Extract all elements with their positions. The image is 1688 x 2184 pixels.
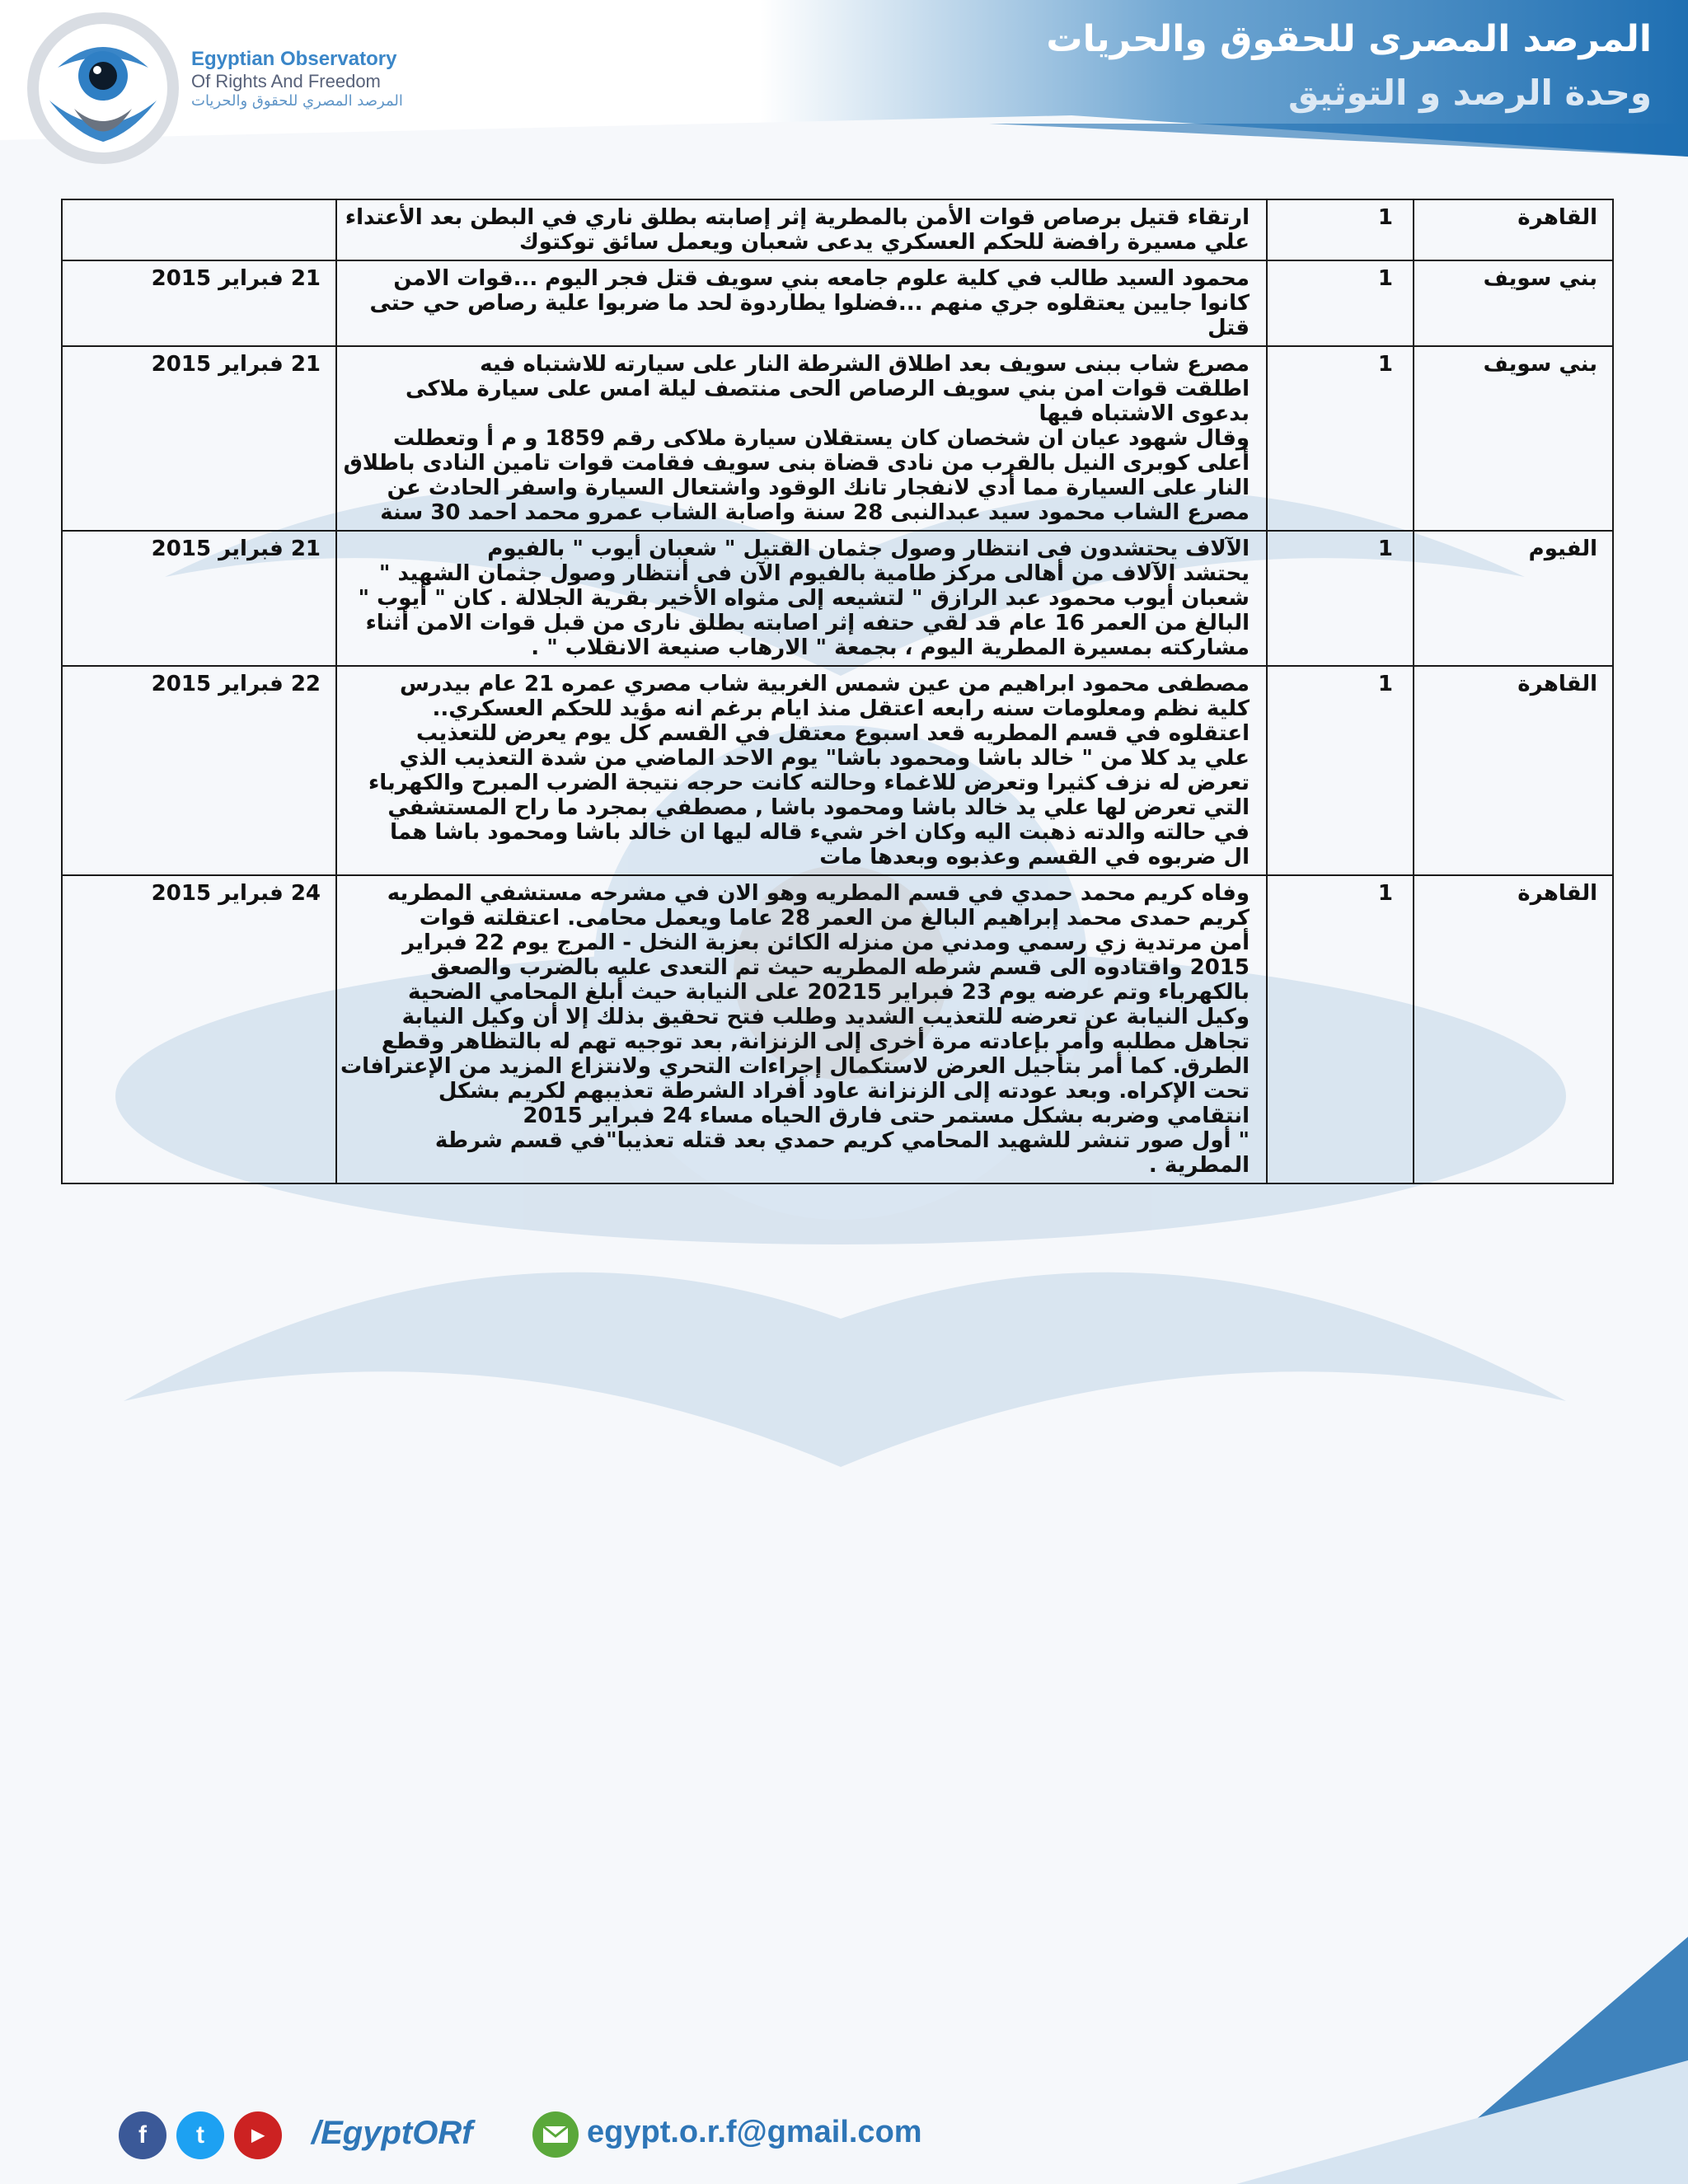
- description-line: الطرق. كما أمر بتأجيل العرض لاستكمال إجراءات التحري ولانتزاع المزيد من الإعترافات: [340, 1054, 1250, 1079]
- governorate-cell: بني سويف: [1414, 346, 1613, 531]
- table-row: [62, 531, 1613, 666]
- description-line: مصرع الشاب محمود سيد عبدالنبى 28 سنة واصابة الشاب عمرو محمد احمد 30 سنة: [380, 500, 1250, 525]
- governorate-cell: القاهرة: [1414, 199, 1613, 260]
- description-line: مصطفى محمود ابراهيم من عين شمس الغربية شاب مصري عمره 21 عام بيدرس: [400, 672, 1250, 696]
- date-cell: 21 فبراير 2015: [62, 346, 336, 531]
- page-title: المرصد المصرى للحقوق والحريات: [1046, 18, 1652, 60]
- description-line: مشاركته بمسيرة المطرية اليوم ، بجمعة " الارهاب صنيعة الانقلاب " .: [531, 635, 1250, 660]
- description-line: شعبان أيوب محمود عبد الرازق " لتشيعه إلى مثواه الأخير بقرية الجلالة . كان " أيوب ": [358, 586, 1250, 611]
- description-line: علي يد كلا من " خالد باشا ومحمود باشا" يوم الاحد الماضي من شدة التعذيب الذي: [399, 746, 1250, 771]
- description-line: أمن مرتدية زي رسمي ومدني من منزله الكائن بعزبة النخل - المرج يوم 22 فبراير: [402, 930, 1250, 955]
- table-row: [62, 346, 1613, 531]
- description-line: الآلاف يحتشدون فى انتظار وصول جثمان القتيل " شعبان أيوب " بالفيوم: [487, 537, 1250, 561]
- description-line: تعرض له نزف كثيرا وتعرض للاغماء وحالته كانت حرجه نتيجة الضرب المبرح والكهرباء: [368, 771, 1250, 795]
- description-line: البالغ من العمر 16 عام قد لقي حتفه إثر اصابته بطلق نارى من قبل قوات الامن أثناء: [365, 611, 1250, 635]
- count-cell: 1: [1267, 199, 1414, 260]
- description-line: اطلقت قوات امن بني سويف الرصاص الحى منتصف ليلة امس على سيارة ملاكى: [406, 377, 1250, 401]
- youtube-icon[interactable]: ▶: [234, 2111, 282, 2159]
- description-line: أعلى كوبرى النيل بالقرب من نادى قضاة بنى سويف فقامت قوات تامين النادى باطلاق: [343, 451, 1250, 476]
- page-subtitle: وحدة الرصد و التوثيق: [1288, 73, 1652, 113]
- description-line: مصرع شاب ببنى سويف بعد اطلاق الشرطة النار على سيارته للاشتباه فيه: [480, 352, 1250, 377]
- logo-name-arabic: المرصد المصري للحقوق والحريات: [191, 92, 403, 110]
- description-line: علي مسيرة رافضة للحكم العسكري يدعى شعبان ويعمل سائق توكتوك: [518, 230, 1250, 255]
- description-cell: [336, 260, 1267, 346]
- description-cell: [336, 875, 1267, 1183]
- description-line: ارتقاء قتيل برصاص قوات الأمن بالمطرية إثر إصابته بطلق ناري في البطن بعد الأعتداء: [345, 205, 1250, 230]
- description-cell: [336, 346, 1267, 531]
- date-cell: [62, 199, 336, 260]
- table-row: [62, 260, 1613, 346]
- governorate-cell: بني سويف: [1414, 260, 1613, 346]
- description-line: النار على السيارة مما أدي لانفجار تانك الوقود واشتعال السيارة واسفر الحادث عن: [387, 476, 1250, 500]
- governorate-cell: الفيوم: [1414, 531, 1613, 666]
- description-line: بالكهرباء وتم عرضه يوم 23 فبراير 20215 على النيابة حيث أبلغ المحامي الضحية: [408, 980, 1250, 1005]
- events-table-body: [62, 199, 1613, 1183]
- governorate-cell: القاهرة: [1414, 666, 1613, 875]
- count-cell: 1: [1267, 531, 1414, 666]
- description-line: كلية نظم ومعلومات سنه رابعه اعتقل منذ ايام برغم انه مؤيد للحكم العسكري..: [432, 696, 1250, 721]
- date-cell: 21 فبراير 2015: [62, 260, 336, 346]
- count-cell: 1: [1267, 260, 1414, 346]
- description-cell: [336, 531, 1267, 666]
- description-line: " أول صور تنشر للشهيد المحامي كريم حمدي بعد قتله تعذيبا"في قسم شرطة: [434, 1128, 1250, 1153]
- date-cell: 24 فبراير 2015: [62, 875, 336, 1183]
- count-cell: 1: [1267, 875, 1414, 1183]
- twitter-icon[interactable]: t: [176, 2111, 224, 2159]
- description-cell: [336, 199, 1267, 260]
- description-line: اعتقلوه في قسم المطريه قعد اسبوع معتقل في القسم كل يوم يعرض للتعذيب: [416, 721, 1250, 746]
- description-cell: [336, 666, 1267, 875]
- description-line: محمود السيد طالب في كلية علوم جامعه بني سويف قتل فجر اليوم ...قوات الامن: [393, 266, 1250, 291]
- events-table: [61, 199, 1614, 1184]
- description-line: ال ضربوه في القسم وعذبوه وبعدها مات: [819, 845, 1250, 869]
- description-line: في حالته والدته ذهبت اليه وكان اخر شيء قاله ليها ان خالد باشا ومحمود باشا هما: [390, 820, 1250, 845]
- description-line: التي تعرض لها علي يد خالد باشا ومحمود باشا , مصطفي بمجرد ما راح المستشفي: [387, 795, 1250, 820]
- description-line: انتقامي وضربه بشكل مستمر حتى فارق الحياه مساء 24 فبراير 2015: [523, 1104, 1250, 1128]
- description-line: تجاهل مطلبه وأمر بإعادته مرة أخرى إلى الزنزانة, بعد توجيه تهم له بالتظاهر وقطع: [381, 1029, 1250, 1054]
- governorate-cell: القاهرة: [1414, 875, 1613, 1183]
- description-line: بدعوى الاشتباه فيها: [1039, 401, 1250, 426]
- description-line: 2015 واقتادوه الى قسم شرطه المطريه حيث تم التعدى عليه بالضرب والصعق: [430, 955, 1250, 980]
- description-line: وفاه كريم محمد حمدي في قسم المطريه وهو الان في مشرحه مستشفي المطريه: [387, 881, 1250, 906]
- description-line: وقال شهود عيان ان شخصان كان يستقلان سيارة ملاكى رقم 1859 و م أ وتعطلت: [393, 426, 1250, 451]
- date-cell: 21 فبراير 2015: [62, 531, 336, 666]
- description-line: المطرية .: [1148, 1153, 1250, 1178]
- logo-name-english-2: Of Rights And Freedom: [191, 71, 381, 91]
- contact-email[interactable]: egypt.o.r.f@gmail.com: [587, 2115, 922, 2149]
- count-cell: 1: [1267, 666, 1414, 875]
- observatory-logo: [25, 10, 181, 166]
- description-line: كانوا جايين يعتقلوه جري منهم ...فضلوا يطاردوة لحد ما ضربوا علية رصاص حي حتى: [369, 291, 1250, 316]
- description-line: تحت الإكراه. وبعد عودته إلى الزنزانة عاود أفراد الشرطة تعذيبهم لكريم بشكل: [438, 1079, 1250, 1104]
- description-line: وكيل النيابة عن تعرضه للتعذيب الشديد وطلب فتح تحقيق بذلك إلا أن وكيل النيابة: [401, 1005, 1250, 1029]
- logo-name-english-1: Egyptian Observatory: [191, 48, 397, 70]
- description-line: كريم حمدى محمد إبراهيم البالغ من العمر 28 عاما ويعمل محامى. اعتقلته قوات: [419, 906, 1250, 930]
- table-row: [62, 199, 1613, 260]
- table-row: [62, 666, 1613, 875]
- date-cell: 22 فبراير 2015: [62, 666, 336, 875]
- count-cell: 1: [1267, 346, 1414, 531]
- facebook-icon[interactable]: f: [119, 2111, 166, 2159]
- email-icon: [532, 2111, 579, 2158]
- description-line: قتل: [1207, 316, 1250, 340]
- social-handle[interactable]: /EgyptORf: [312, 2115, 473, 2151]
- description-line: يحتشد الآلاف من أهالى مركز طامية بالفيوم الآن فى أنتظار وصول جثمان الشهيد ": [378, 561, 1250, 586]
- logo-wordmark: [191, 48, 403, 110]
- table-row: [62, 875, 1613, 1183]
